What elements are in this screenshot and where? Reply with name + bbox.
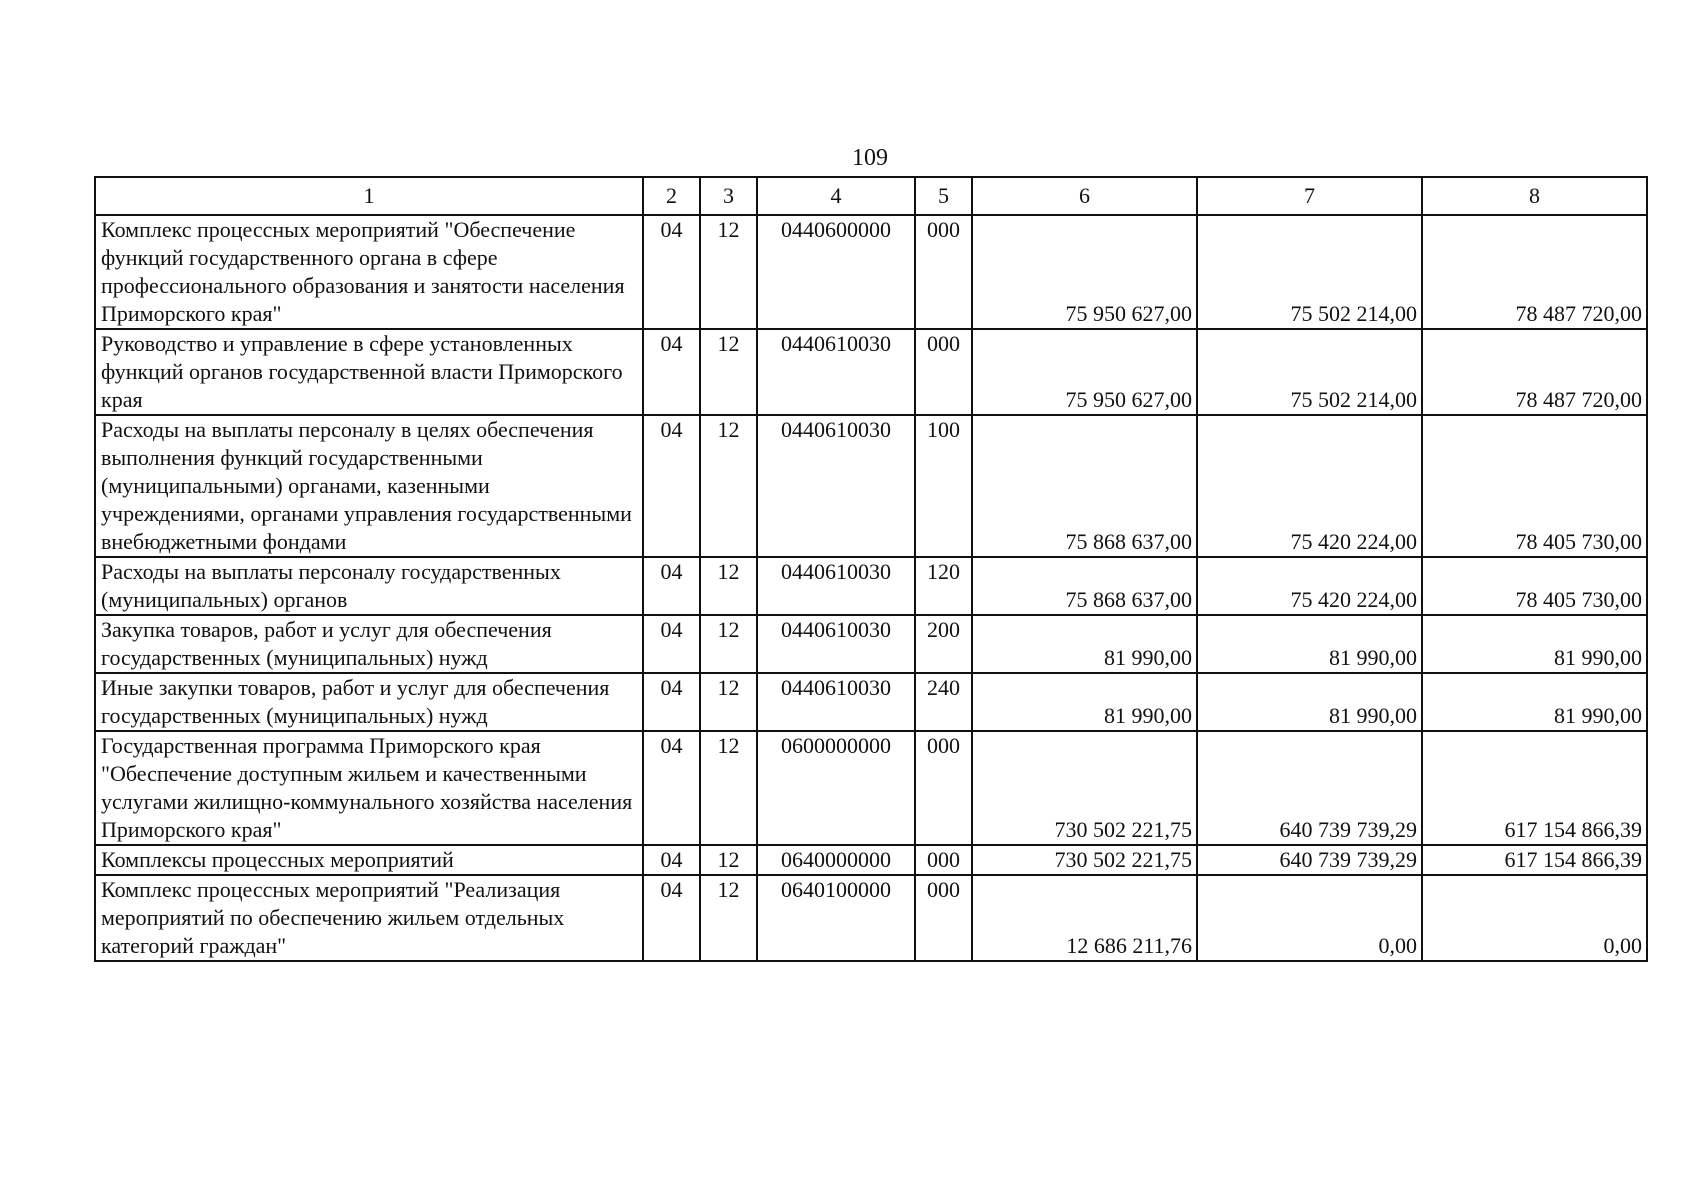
row-section: 04 [643,615,700,673]
row-amount-6: 730 502 221,75 [972,845,1197,875]
row-name: Комплекс процессных мероприятий "Реализация мероприятий по обеспечению жильем отдельных категорий граждан" [95,875,643,961]
row-amount-7: 75 420 224,00 [1197,557,1422,615]
row-section: 04 [643,673,700,731]
row-name: Иные закупки товаров, работ и услуг для обеспечения государственных (муниципальных) нужд [95,673,643,731]
row-amount-6: 81 990,00 [972,615,1197,673]
row-target-article: 0440610030 [757,329,915,415]
row-amount-8: 0,00 [1422,875,1647,961]
row-section: 04 [643,875,700,961]
row-amount-6: 12 686 211,76 [972,875,1197,961]
table-row [95,673,1647,731]
row-name: Расходы на выплаты персоналу в целях обеспечения выполнения функций государственными (муниципальными) органами, казенными учреждениями, органами управления государственными внебюджетными фондами [95,415,643,557]
row-subsection: 12 [700,615,757,673]
row-amount-6: 75 950 627,00 [972,329,1197,415]
table-row [95,557,1647,615]
row-expense-type: 000 [915,329,972,415]
row-target-article: 0440610030 [757,415,915,557]
row-subsection: 12 [700,415,757,557]
row-section: 04 [643,557,700,615]
table-row [95,845,1647,875]
row-target-article: 0440600000 [757,215,915,329]
table-row [95,731,1647,845]
table-row [95,215,1647,329]
row-amount-6: 75 868 637,00 [972,415,1197,557]
row-amount-8: 78 405 730,00 [1422,415,1647,557]
row-amount-7: 75 420 224,00 [1197,415,1422,557]
row-name: Руководство и управление в сфере установленных функций органов государственной власти Приморского края [95,329,643,415]
row-amount-6: 730 502 221,75 [972,731,1197,845]
row-subsection: 12 [700,329,757,415]
row-expense-type: 000 [915,875,972,961]
row-expense-type: 000 [915,845,972,875]
row-amount-7: 81 990,00 [1197,615,1422,673]
row-target-article: 0600000000 [757,731,915,845]
row-amount-7: 640 739 739,29 [1197,731,1422,845]
row-expense-type: 120 [915,557,972,615]
row-amount-7: 0,00 [1197,875,1422,961]
table-row [95,415,1647,557]
row-name: Комплексы процессных мероприятий [95,845,643,875]
row-section: 04 [643,215,700,329]
row-expense-type: 100 [915,415,972,557]
row-section: 04 [643,731,700,845]
row-expense-type: 200 [915,615,972,673]
column-header: 1 [95,177,643,215]
row-section: 04 [643,329,700,415]
budget-table [94,176,1648,962]
row-amount-7: 75 502 214,00 [1197,215,1422,329]
row-amount-8: 617 154 866,39 [1422,731,1647,845]
row-target-article: 0440610030 [757,615,915,673]
row-subsection: 12 [700,845,757,875]
row-subsection: 12 [700,731,757,845]
row-section: 04 [643,845,700,875]
table-header-row [95,177,1647,215]
row-subsection: 12 [700,673,757,731]
row-target-article: 0440610030 [757,557,915,615]
row-amount-6: 81 990,00 [972,673,1197,731]
column-header: 2 [643,177,700,215]
column-header: 4 [757,177,915,215]
row-amount-8: 78 487 720,00 [1422,215,1647,329]
row-amount-8: 81 990,00 [1422,673,1647,731]
column-header: 3 [700,177,757,215]
row-amount-6: 75 868 637,00 [972,557,1197,615]
page-number: 109 [852,145,888,171]
table-row [95,875,1647,961]
table-row [95,329,1647,415]
row-name: Расходы на выплаты персоналу государственных (муниципальных) органов [95,557,643,615]
table-row [95,615,1647,673]
column-header: 7 [1197,177,1422,215]
row-name: Комплекс процессных мероприятий "Обеспечение функций государственного органа в сфере профессионального образования и занятости населения Приморского края" [95,215,643,329]
row-target-article: 0440610030 [757,673,915,731]
row-target-article: 0640000000 [757,845,915,875]
column-header: 8 [1422,177,1647,215]
row-amount-8: 78 487 720,00 [1422,329,1647,415]
column-header: 6 [972,177,1197,215]
row-expense-type: 000 [915,731,972,845]
row-amount-7: 75 502 214,00 [1197,329,1422,415]
row-amount-8: 78 405 730,00 [1422,557,1647,615]
row-amount-6: 75 950 627,00 [972,215,1197,329]
row-name: Государственная программа Приморского края "Обеспечение доступным жильем и качественными услугами жилищно-коммунального хозяйства населения Приморского края" [95,731,643,845]
row-subsection: 12 [700,875,757,961]
row-target-article: 0640100000 [757,875,915,961]
row-name: Закупка товаров, работ и услуг для обеспечения государственных (муниципальных) нужд [95,615,643,673]
row-expense-type: 000 [915,215,972,329]
row-expense-type: 240 [915,673,972,731]
row-subsection: 12 [700,215,757,329]
row-amount-7: 640 739 739,29 [1197,845,1422,875]
row-section: 04 [643,415,700,557]
row-amount-8: 617 154 866,39 [1422,845,1647,875]
column-header: 5 [915,177,972,215]
row-subsection: 12 [700,557,757,615]
row-amount-8: 81 990,00 [1422,615,1647,673]
row-amount-7: 81 990,00 [1197,673,1422,731]
